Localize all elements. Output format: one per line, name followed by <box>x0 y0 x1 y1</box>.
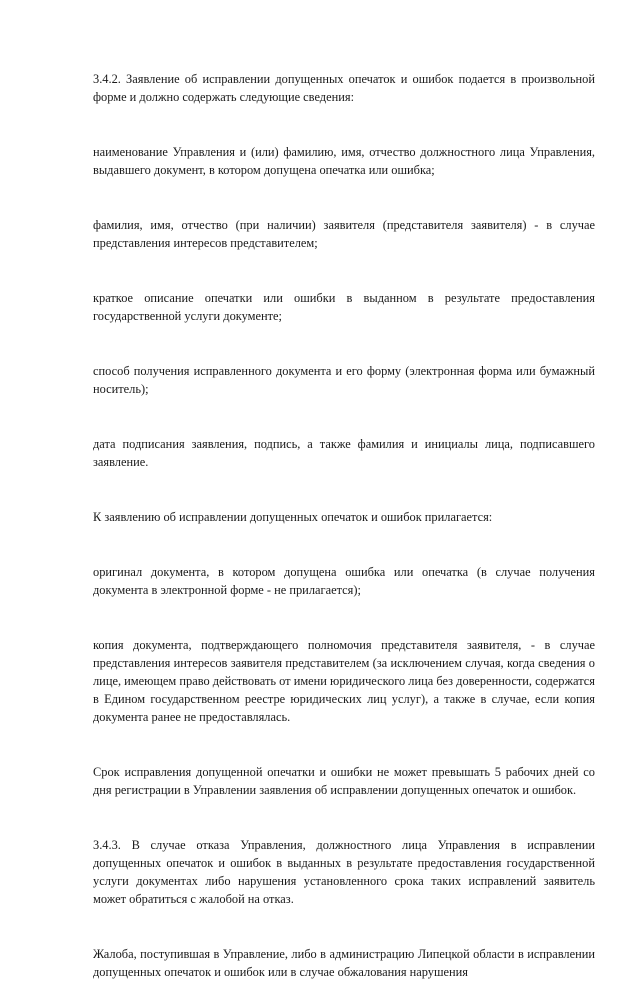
paragraph-item-name: наименование Управления и (или) фамилию, имя, отчество должностного лица Управления, выдавшего документ, в котором допущена опечатка или ошибка; <box>93 145 595 177</box>
paragraph-item-signature: дата подписания заявления, подпись, а также фамилия и инициалы лица, подписавшего заявление. <box>93 437 595 469</box>
document-page <box>93 70 595 981</box>
paragraph-correction-term: Срок исправления допущенной опечатки и ошибки не может превышать 5 рабочих дней со дня регистрации в Управлении заявления об исправлении допущенных опечаток и ошибок. <box>93 765 595 797</box>
paragraph-3-4-2: 3.4.2. Заявление об исправлении допущенных опечаток и ошибок подается в произвольной форме и должно содержать следующие сведения: <box>93 72 595 104</box>
paragraph-attachment-copy: копия документа, подтверждающего полномочия представителя заявителя, - в случае представления интересов заявителя представителем (за исключением случая, когда сведения о лице, имеющем право действовать от имени юридического лица без доверенности, содержатся в Едином государственном реестре юридических лиц услуг), а также в случае, если копия документа ранее не предоставлялась. <box>93 638 595 724</box>
paragraph-attachment-original: оригинал документа, в котором допущена ошибка или опечатка (в случае получения документа в электронной форме - не прилагается); <box>93 565 595 597</box>
paragraph-item-applicant: фамилия, имя, отчество (при наличии) заявителя (представителя заявителя) - в случае представления интересов представителем; <box>93 218 595 250</box>
paragraph-3-4-3: 3.4.3. В случае отказа Управления, должностного лица Управления в исправлении допущенных опечаток и ошибок в выданных в результате предоставления государственной услуги документах либо нарушения установленного срока таких исправлений заявитель может обратиться с жалобой на отказ. <box>93 838 595 906</box>
paragraph-item-description: краткое описание опечатки или ошибки в выданном в результате предоставления государственной услуги документе; <box>93 291 595 323</box>
paragraph-item-method: способ получения исправленного документа и его форму (электронная форма или бумажный носитель); <box>93 364 595 396</box>
paragraph-attachments-intro: К заявлению об исправлении допущенных опечаток и ошибок прилагается: <box>93 510 493 524</box>
paragraph-complaint: Жалоба, поступившая в Управление, либо в администрацию Липецкой области в исправлении допущенных опечаток и ошибок или в случае обжалования нарушения <box>93 947 595 979</box>
